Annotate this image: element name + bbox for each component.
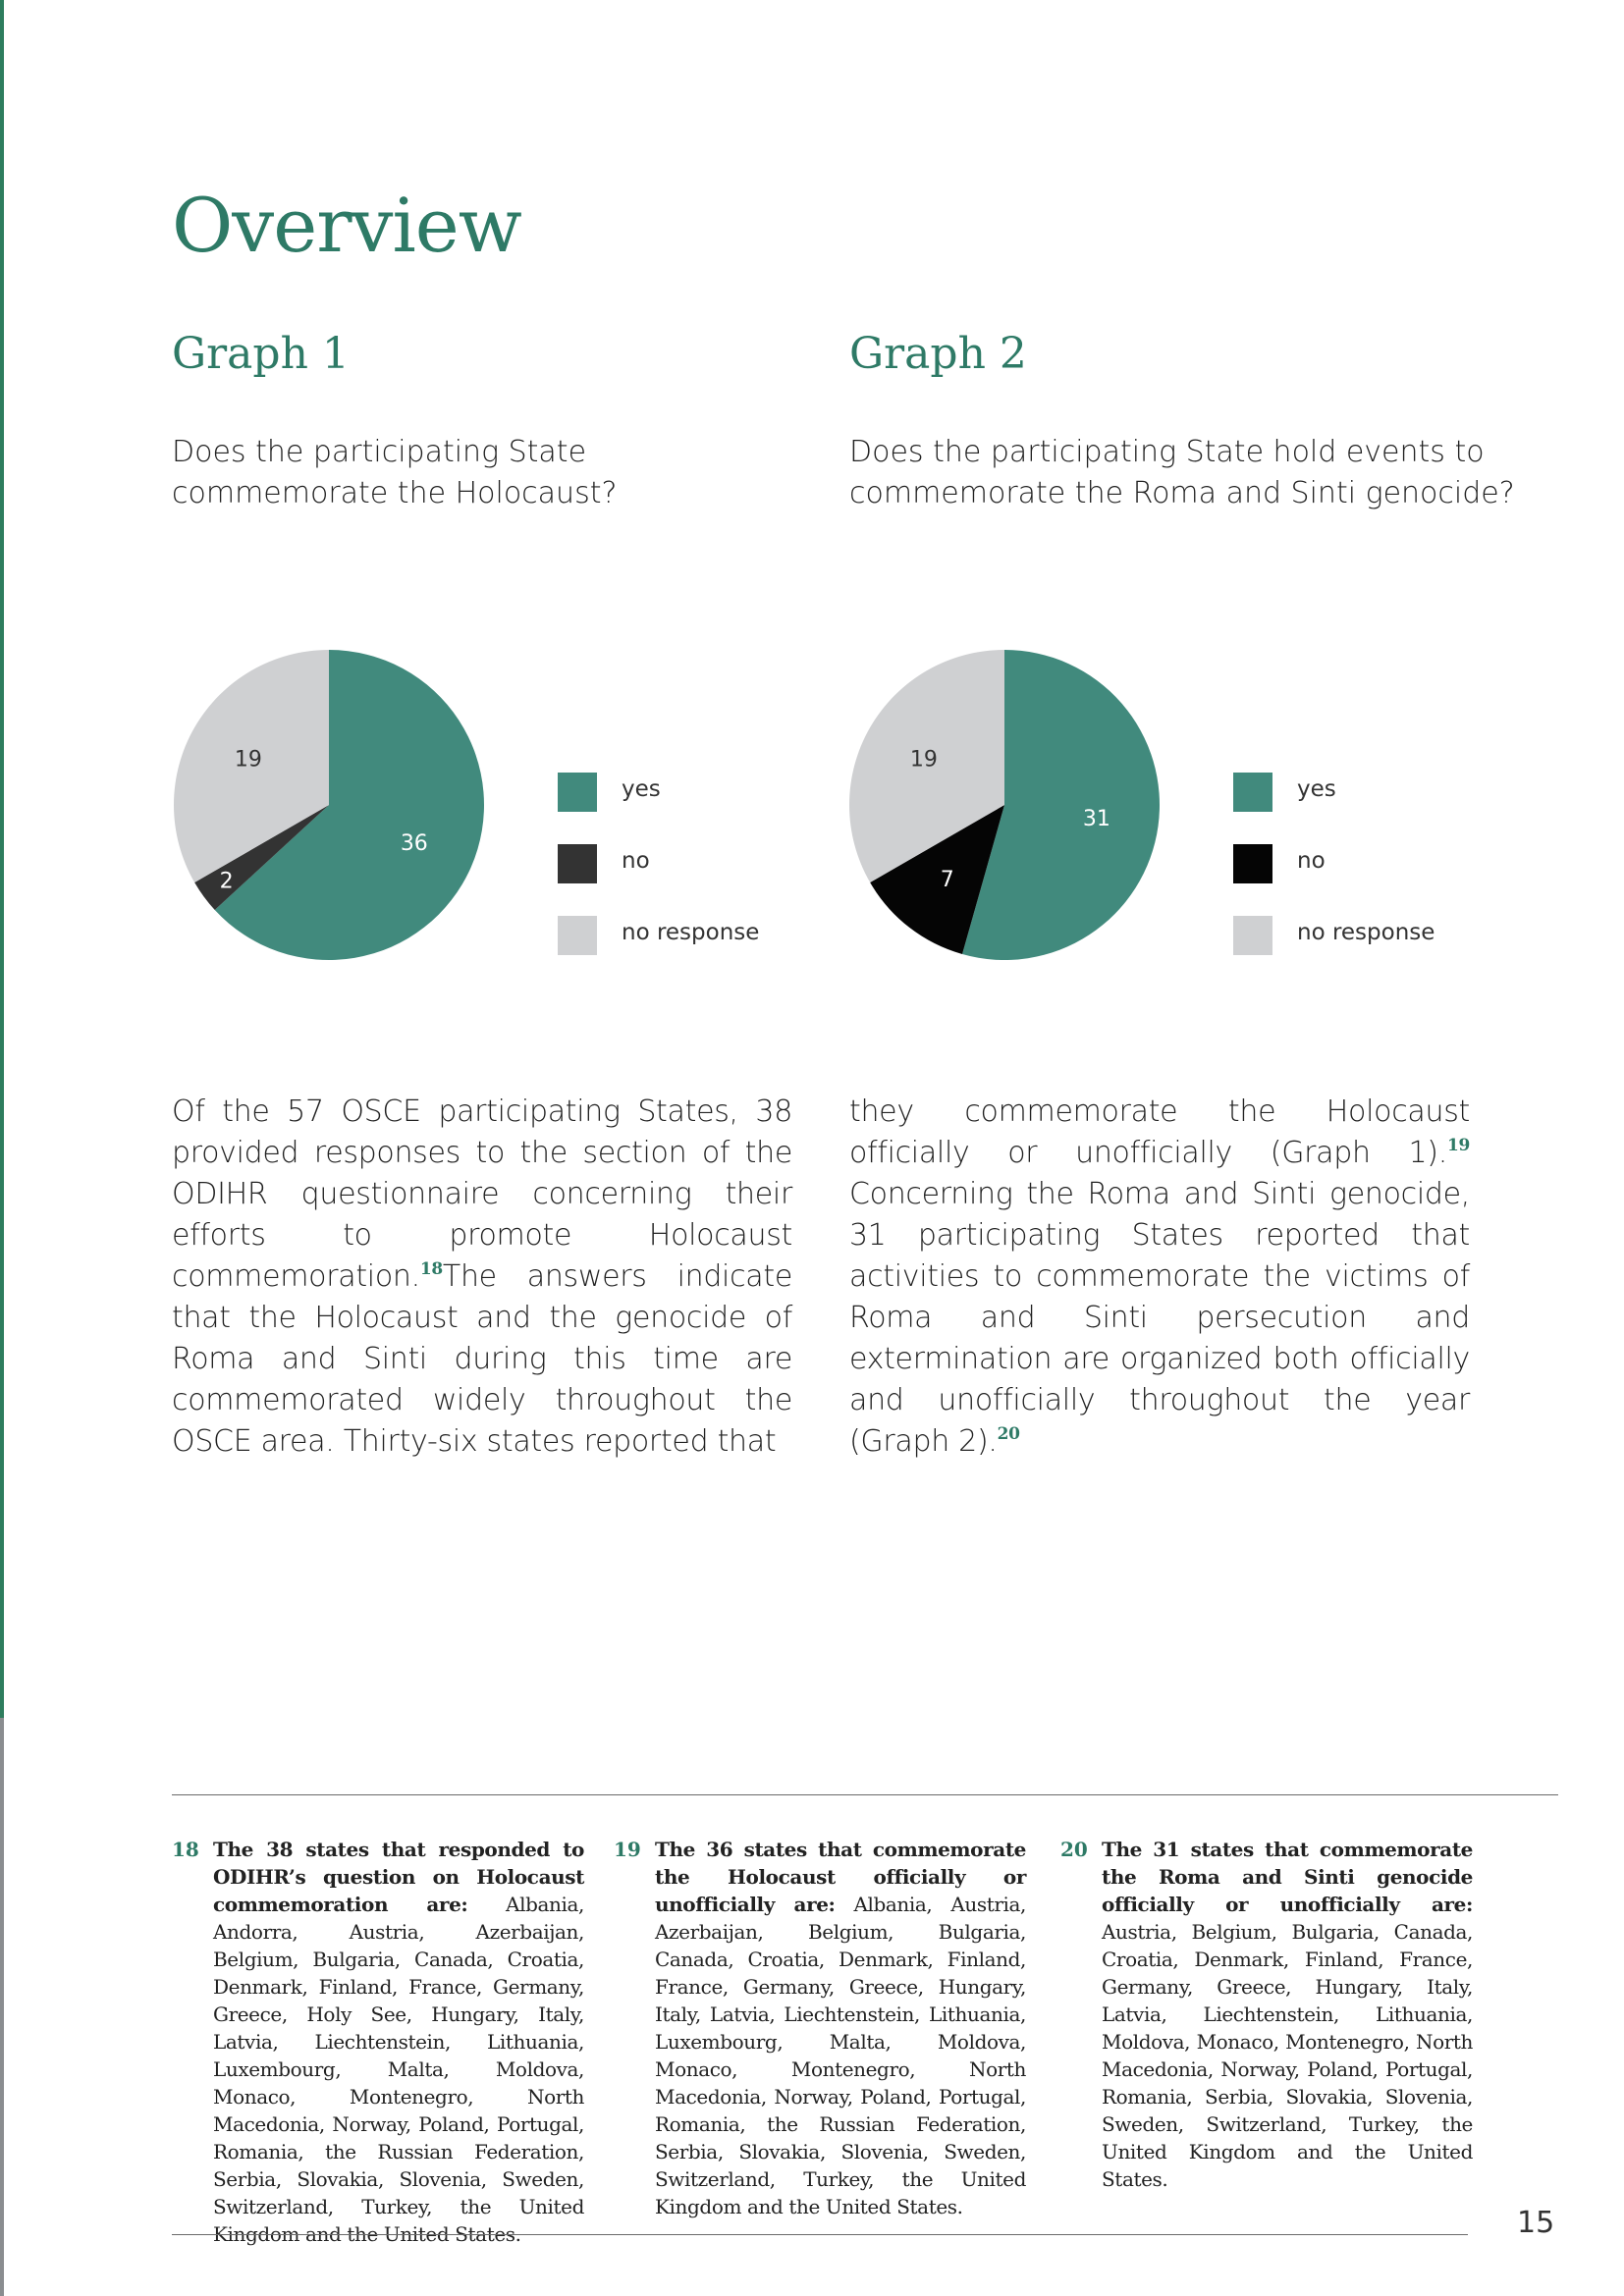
graph-1-legend-item-no-response [558, 916, 813, 955]
footnote-20 [1060, 1836, 1473, 2193]
page-edge-accent-bar [0, 0, 4, 1718]
page-bottom-rule [172, 2234, 1468, 2235]
footnote-19-list: Albania, Austria, Azerbaijan, Belgium, Bulgaria, Canada, Croatia, Denmark, Finland, France, Germany, Greece, Hungary, Italy, Latvia, Liechtenstein, Lithuania, Luxembourg, Malta, Moldova, Monaco, Montenegro, North Macedonia, Norway, Poland, Portugal, Romania, the Russian Federation, Serbia, Slovakia, Slovenia, Sweden, Switzerland, Turkey, the United Kingdom and the United States. [655, 1893, 1026, 2218]
footnote-20-list: Austria, Belgium, Bulgaria, Canada, Croatia, Denmark, Finland, France, Germany, Greece, Hungary, Italy, Latvia, Liechtenstein, Lithuania, Moldova, Monaco, Montenegro, North Macedonia, Norway, Poland, Portugal, Romania, Serbia, Slovakia, Slovenia, Sweden, Switzerland, Turkey, the United Kingdom and the United States. [1102, 1920, 1473, 2191]
graph-1-legend-item-no [558, 844, 813, 883]
footnote-19-text [655, 1836, 1026, 2220]
footnote-19-bold: The 36 states that commemorate the Holocaust officially or unofficially are: [655, 1838, 1026, 1916]
graph-1-slice-label-no: 2 [219, 869, 234, 894]
graph-1-question-line-1: Does the participating State [172, 435, 587, 469]
graph-2-heading: Graph 2 [849, 329, 1027, 379]
graph-1-legend-label-no: no [622, 848, 650, 874]
page-number: 15 [1517, 2206, 1555, 2240]
graph-1-legend-label-no-response: no response [622, 920, 760, 945]
footnote-19-number: 19 [614, 1838, 641, 1861]
body-paragraph-left [172, 1092, 792, 1463]
graph-2-legend-swatch-no-response [1233, 916, 1272, 955]
graph-1-question [172, 432, 617, 514]
graph-2-question-line-2: commemorate the Roma and Sinti genocide? [849, 476, 1515, 510]
graph-2-legend-label-no-response: no response [1297, 920, 1435, 945]
graph-1-question-line-2: commemorate the Holocaust? [172, 476, 618, 510]
footnote-20-text [1102, 1836, 1473, 2193]
footnote-18 [172, 1836, 584, 2248]
footnote-20-bold: The 31 states that commemorate the Roma and Sinti genocide officially or unofficially are: [1102, 1838, 1473, 1916]
graph-2-legend-item-no-response [1233, 916, 1489, 955]
graph-2-legend-label-yes: yes [1297, 776, 1336, 802]
graph-2-question-line-1: Does the participating State hold events to [849, 435, 1485, 469]
graph-2-slice-label-no-response: 19 [909, 747, 938, 773]
graph-2-legend-swatch-yes [1233, 773, 1272, 812]
body-left-text-2: The answers indicate that the Holocaust and the genocide of Roma and Sinti during this time are commemorated widely throughout the OSCE area. Thirty-six states reported that [172, 1259, 792, 1459]
graph-1-legend-swatch-no-response [558, 916, 597, 955]
graph-1-slice-label-yes: 36 [400, 831, 428, 857]
graph-2-slice-label-yes: 31 [1082, 807, 1110, 832]
graph-1-slice-label-no-response: 19 [234, 747, 262, 773]
graph-2-slice-label-no: 7 [940, 867, 954, 892]
footnote-18-bold: The 38 states that responded to ODIHR’s question on Holocaust commemoration are: [213, 1838, 584, 1916]
page-edge-gray-bar [0, 1718, 4, 2296]
body-paragraph-right [849, 1092, 1470, 1463]
graph-1-legend-item-yes [558, 773, 813, 812]
graph-1-legend-label-yes: yes [622, 776, 661, 802]
footnote-ref-19[interactable]: 19 [1446, 1136, 1470, 1155]
footnote-18-text [213, 1836, 584, 2248]
footnote-18-number: 18 [172, 1838, 199, 1861]
graph-1-heading: Graph 1 [172, 329, 350, 379]
graph-1-legend-swatch-yes [558, 773, 597, 812]
footnote-divider [172, 1794, 1558, 1795]
footnote-18-list: Albania, Andorra, Austria, Azerbaijan, Belgium, Bulgaria, Canada, Croatia, Denmark, Finland, France, Germany, Greece, Holy See, Hungary, Italy, Latvia, Liechtenstein, Lithuania, Luxembourg, Malta, Moldova, Monaco, Montenegro, North Macedonia, Norway, Poland, Portugal, Romania, the Russian Federation, Serbia, Slovakia, Slovenia, Sweden, Switzerland, Turkey, the United Kingdom and the United States. [213, 1893, 584, 2246]
body-left-text-1: Of the 57 OSCE participating States, 38 provided responses to the section of the ODIHR questionnaire concerning their efforts to promote Holocaust commemoration. [172, 1095, 792, 1294]
graph-2-legend-label-no: no [1297, 848, 1326, 874]
graph-2-pie-chart [847, 648, 1162, 962]
graph-2-legend-swatch-no [1233, 844, 1272, 883]
footnote-19 [614, 1836, 1026, 2220]
graph-2-legend-item-yes [1233, 773, 1489, 812]
footnote-20-number: 20 [1060, 1838, 1088, 1861]
body-right-text-2: Concerning the Roma and Sinti genocide, 31 participating States reported that activities to commemorate the victims of Roma and Sinti persecution and extermination are organized both officially and unofficially throughout the year (Graph 2). [849, 1177, 1470, 1459]
page-title: Overview [172, 182, 521, 269]
graph-1-pie-chart [172, 648, 486, 962]
graph-2-question [849, 432, 1515, 514]
footnote-ref-18[interactable]: 18 [419, 1259, 443, 1279]
graph-2-legend-item-no [1233, 844, 1489, 883]
footnote-ref-20[interactable]: 20 [997, 1424, 1020, 1444]
body-right-text-1: they commemorate the Holocaust officially or unofficially (Graph 1). [849, 1095, 1470, 1170]
graph-1-legend-swatch-no [558, 844, 597, 883]
